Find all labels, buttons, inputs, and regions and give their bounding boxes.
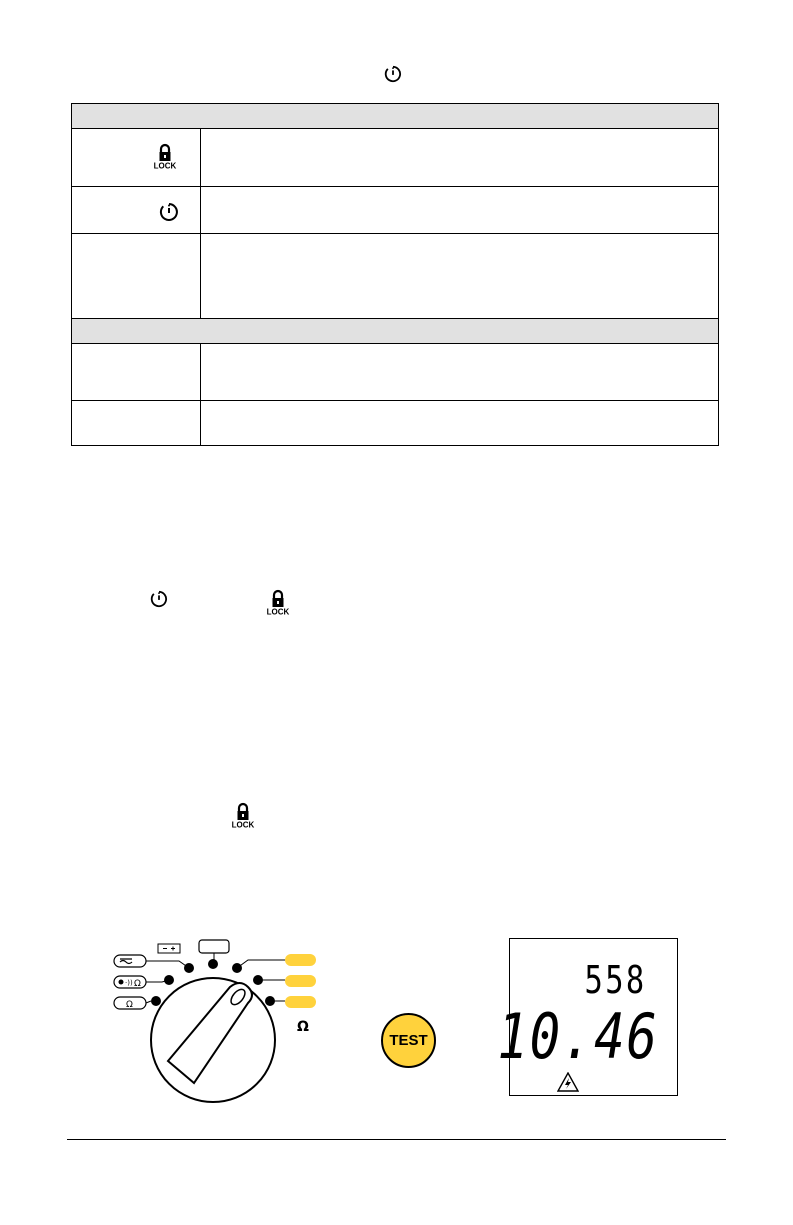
timer-icon bbox=[384, 65, 402, 83]
timer-icon bbox=[159, 202, 179, 222]
high-voltage-warning-icon bbox=[557, 1072, 579, 1092]
timer-icon bbox=[150, 590, 168, 608]
table-row bbox=[72, 129, 718, 187]
primary-reading: 10.46 bbox=[497, 1000, 659, 1073]
range-label-2 bbox=[285, 975, 316, 987]
test-button[interactable]: TEST bbox=[381, 1013, 436, 1068]
ohm-symbol: Ω bbox=[126, 1000, 133, 1010]
table-row bbox=[72, 234, 718, 319]
footer-rule bbox=[67, 1139, 726, 1140]
table-row bbox=[72, 187, 718, 234]
rotary-dial[interactable] bbox=[110, 935, 340, 1105]
range-label-1 bbox=[285, 954, 316, 966]
ohm-symbol: Ω bbox=[297, 1019, 309, 1035]
lock-label: LOCK bbox=[153, 161, 177, 169]
lcd-display bbox=[497, 938, 678, 1096]
ac-voltage-label bbox=[114, 955, 146, 967]
off-label bbox=[199, 940, 229, 953]
dial-position[interactable] bbox=[151, 996, 161, 1006]
secondary-reading: 558 bbox=[584, 958, 647, 1002]
lock-icon bbox=[265, 589, 291, 615]
table-header-row bbox=[72, 319, 718, 344]
lock-icon bbox=[152, 143, 178, 169]
lock-label: LOCK bbox=[231, 820, 255, 828]
lock-label: LOCK bbox=[266, 607, 290, 615]
dial-position[interactable] bbox=[208, 959, 218, 969]
ohm-symbol: Ω bbox=[134, 979, 141, 989]
table-header-row bbox=[72, 104, 718, 129]
battery-icon bbox=[158, 944, 180, 953]
svg-text:·)): ·)) bbox=[125, 979, 133, 987]
table-row bbox=[72, 401, 718, 445]
function-table bbox=[71, 103, 719, 446]
table-row bbox=[72, 344, 718, 401]
range-label-3 bbox=[285, 996, 316, 1008]
lock-icon bbox=[230, 802, 256, 828]
